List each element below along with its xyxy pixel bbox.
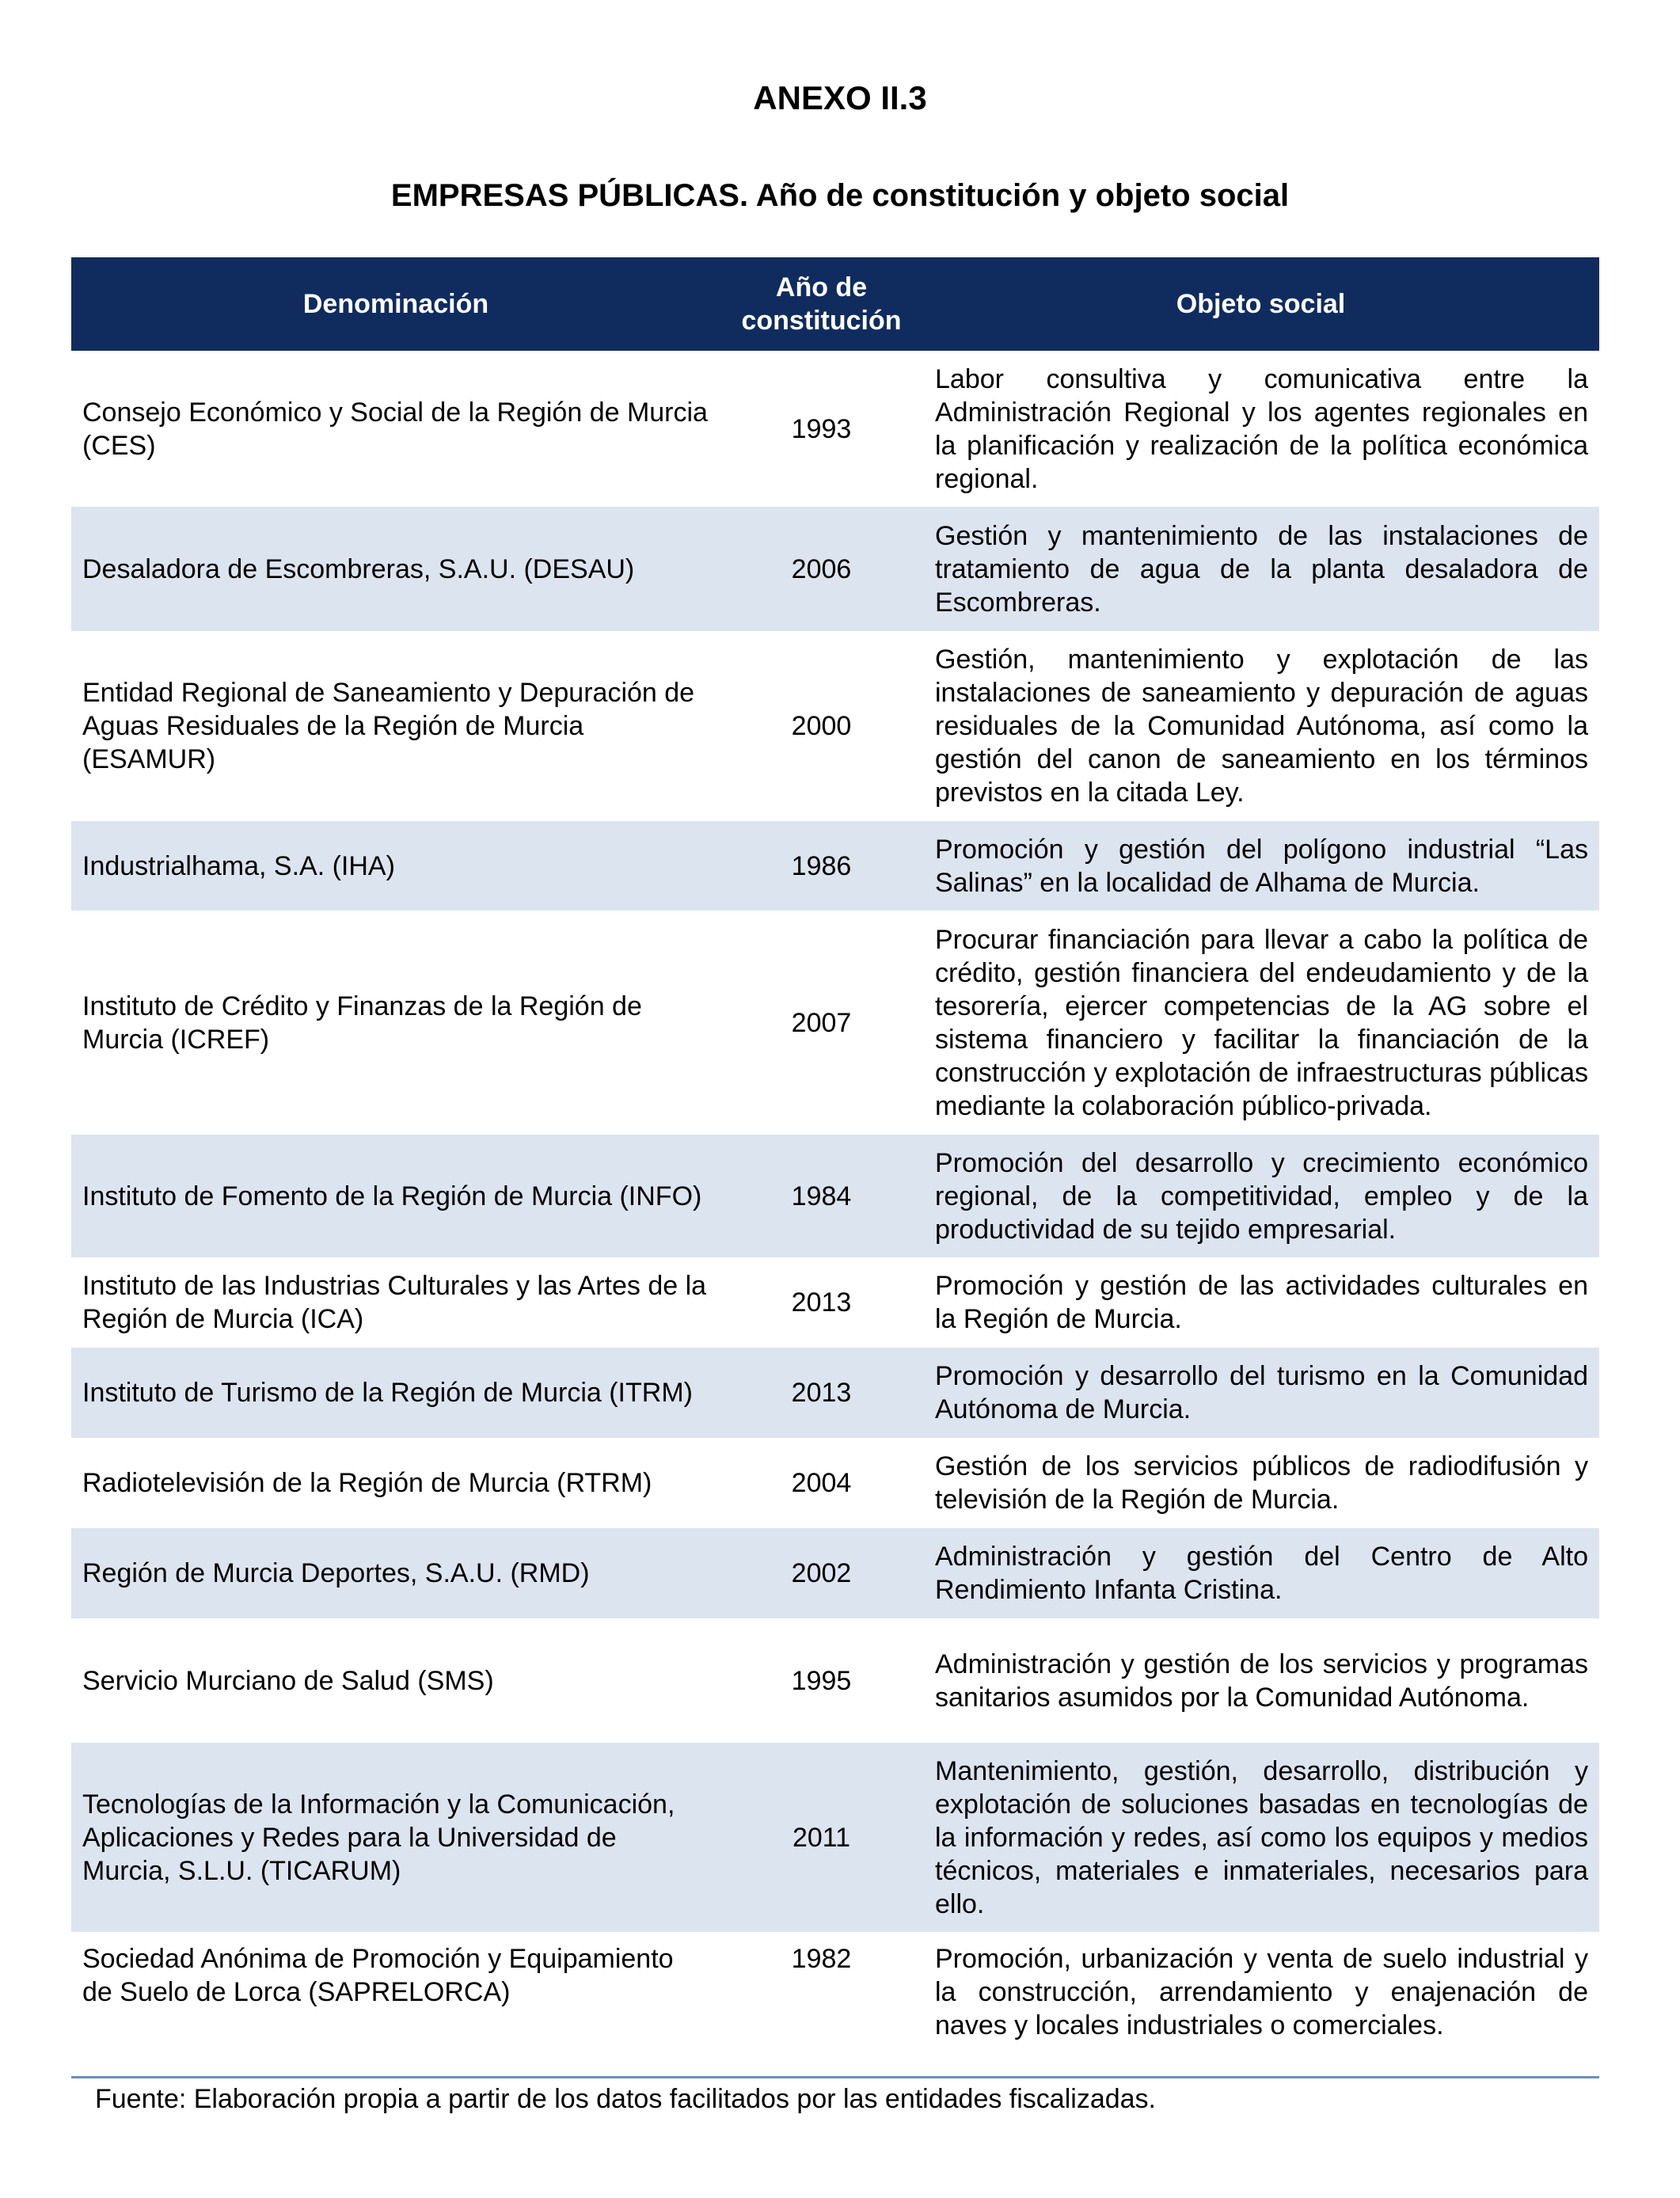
- table-row: [71, 1135, 1599, 1257]
- company-name: Entidad Regional de Saneamiento y Depuración de Aguas Residuales de la Región de Murcia (ESAMUR): [82, 678, 695, 774]
- column-header-name: Denominación: [71, 257, 720, 351]
- header-row: [71, 257, 1599, 351]
- table-row: [71, 1438, 1599, 1528]
- company-purpose: Promoción y gestión del polígono industrial “Las Salinas” en la localidad de Alhama de Murcia.: [922, 821, 1599, 911]
- company-purpose: Mantenimiento, gestión, desarrollo, distribución y explotación de soluciones basadas en tecnologías de la información y redes, así como los equipos y medios técnicos, materiales e inmateriales, necesarios para ello.: [922, 1743, 1599, 1932]
- column-header-year-line2: constitución: [741, 306, 902, 336]
- company-year: 2004: [791, 1468, 852, 1498]
- company-year: 2011: [720, 1743, 922, 1932]
- table-row: [71, 1932, 1599, 2052]
- company-name: Instituto de Turismo de la Región de Murcia (ITRM): [71, 1348, 720, 1438]
- table-row: [71, 631, 1599, 821]
- company-year: 1993: [791, 413, 852, 444]
- table-row: [71, 1618, 1599, 1743]
- company-name: Tecnologías de la Información y la Comunicación, Aplicaciones y Redes para la Universidad de Murcia, S.L.U. (TICARUM): [71, 1743, 720, 1932]
- source-note: Fuente: Elaboración propia a partir de los datos facilitados por las entidades fiscalizadas.: [95, 2084, 1156, 2114]
- company-name: Radiotelevisión de la Región de Murcia (RTRM): [82, 1468, 652, 1498]
- column-header-purpose: Objeto social: [922, 257, 1599, 351]
- company-year: 2000: [791, 711, 852, 741]
- table-row: [71, 1348, 1599, 1438]
- company-name: Región de Murcia Deportes, S.A.U. (RMD): [71, 1528, 720, 1618]
- company-name: Industrialhama, S.A. (IHA): [71, 821, 720, 911]
- company-name: Sociedad Anónima de Promoción y Equipamiento de Suelo de Lorca (SAPRELORCA): [82, 1944, 674, 2007]
- page-title: EMPRESAS PÚBLICAS. Año de constitución y objeto social: [390, 178, 1290, 213]
- company-year: 2002: [720, 1528, 922, 1618]
- companies-table: [71, 257, 1599, 2052]
- table-row: [71, 1257, 1599, 1348]
- company-purpose: Labor consultiva y comunicativa entre la Administración Regional y los agentes regionales en la planificación y realización de la política económica regional.: [935, 363, 1588, 494]
- company-purpose: Administración y gestión del Centro de Alto Rendimiento Infanta Cristina.: [922, 1528, 1599, 1618]
- company-name: Servicio Murciano de Salud (SMS): [82, 1665, 494, 1696]
- company-purpose: Promoción y gestión de las actividades culturales en la Región de Murcia.: [935, 1271, 1588, 1334]
- company-year: 1986: [720, 821, 922, 911]
- table-row: [71, 911, 1599, 1135]
- table-row: [71, 821, 1599, 911]
- table-row: [71, 1528, 1599, 1618]
- column-header-year: [720, 257, 922, 351]
- company-name: Instituto de Fomento de la Región de Murcia (INFO): [71, 1135, 720, 1257]
- company-name: Consejo Económico y Social de la Región de Murcia (CES): [82, 397, 708, 461]
- company-purpose: Procurar financiación para llevar a cabo la política de crédito, gestión financiera del endeudamiento y de la tesorería, ejercer competencias de la AG sobre el sistema financiero y facilitar la financiación de la construcción y explotación de infraestructuras públicas mediante la colaboración público-privada.: [935, 924, 1588, 1121]
- company-purpose: Promoción, urbanización y venta de suelo industrial y la construcción, arrendamiento y enajenación de naves y locales industriales o comerciales.: [935, 1944, 1588, 2040]
- company-name: Desaladora de Escombreras, S.A.U. (DESAU): [71, 507, 720, 631]
- company-year: 2013: [791, 1287, 852, 1318]
- company-year: 1984: [720, 1135, 922, 1257]
- company-name: Instituto de Crédito y Finanzas de la Región de Murcia (ICREF): [82, 991, 642, 1055]
- table-row: [71, 1743, 1599, 1932]
- table-bottom-rule: [71, 2076, 1599, 2078]
- company-purpose: Gestión, mantenimiento y explotación de las instalaciones de saneamiento y depuración de aguas residuales de la Comunidad Autónoma, así como la gestión del canon de saneamiento en los términos previstos en la citada Ley.: [935, 645, 1588, 808]
- column-header-year-line1: Año de: [775, 272, 868, 302]
- company-purpose: Administración y gestión de los servicios y programas sanitarios asumidos por la Comunidad Autónoma.: [935, 1648, 1588, 1713]
- company-purpose: Gestión y mantenimiento de las instalaciones de tratamiento de agua de la planta desaladora de Escombreras.: [922, 507, 1599, 631]
- company-year: 2007: [791, 1007, 852, 1038]
- company-year: 1982: [791, 1944, 852, 1974]
- table-row: [71, 351, 1599, 507]
- company-name: Instituto de las Industrias Culturales y las Artes de la Región de Murcia (ICA): [82, 1271, 707, 1334]
- company-purpose: Gestión de los servicios públicos de radiodifusión y televisión de la Región de Murcia.: [935, 1451, 1588, 1515]
- table-header: [71, 257, 1599, 351]
- annex-heading: ANEXO II.3: [753, 79, 927, 116]
- company-year: 1995: [791, 1665, 852, 1696]
- company-year: 2013: [720, 1348, 922, 1438]
- company-purpose: Promoción del desarrollo y crecimiento económico regional, de la competitividad, empleo y de la productividad de su tejido empresarial.: [922, 1135, 1599, 1257]
- company-year: 2006: [720, 507, 922, 631]
- table-row: [71, 507, 1599, 631]
- company-purpose: Promoción y desarrollo del turismo en la Comunidad Autónoma de Murcia.: [922, 1348, 1599, 1438]
